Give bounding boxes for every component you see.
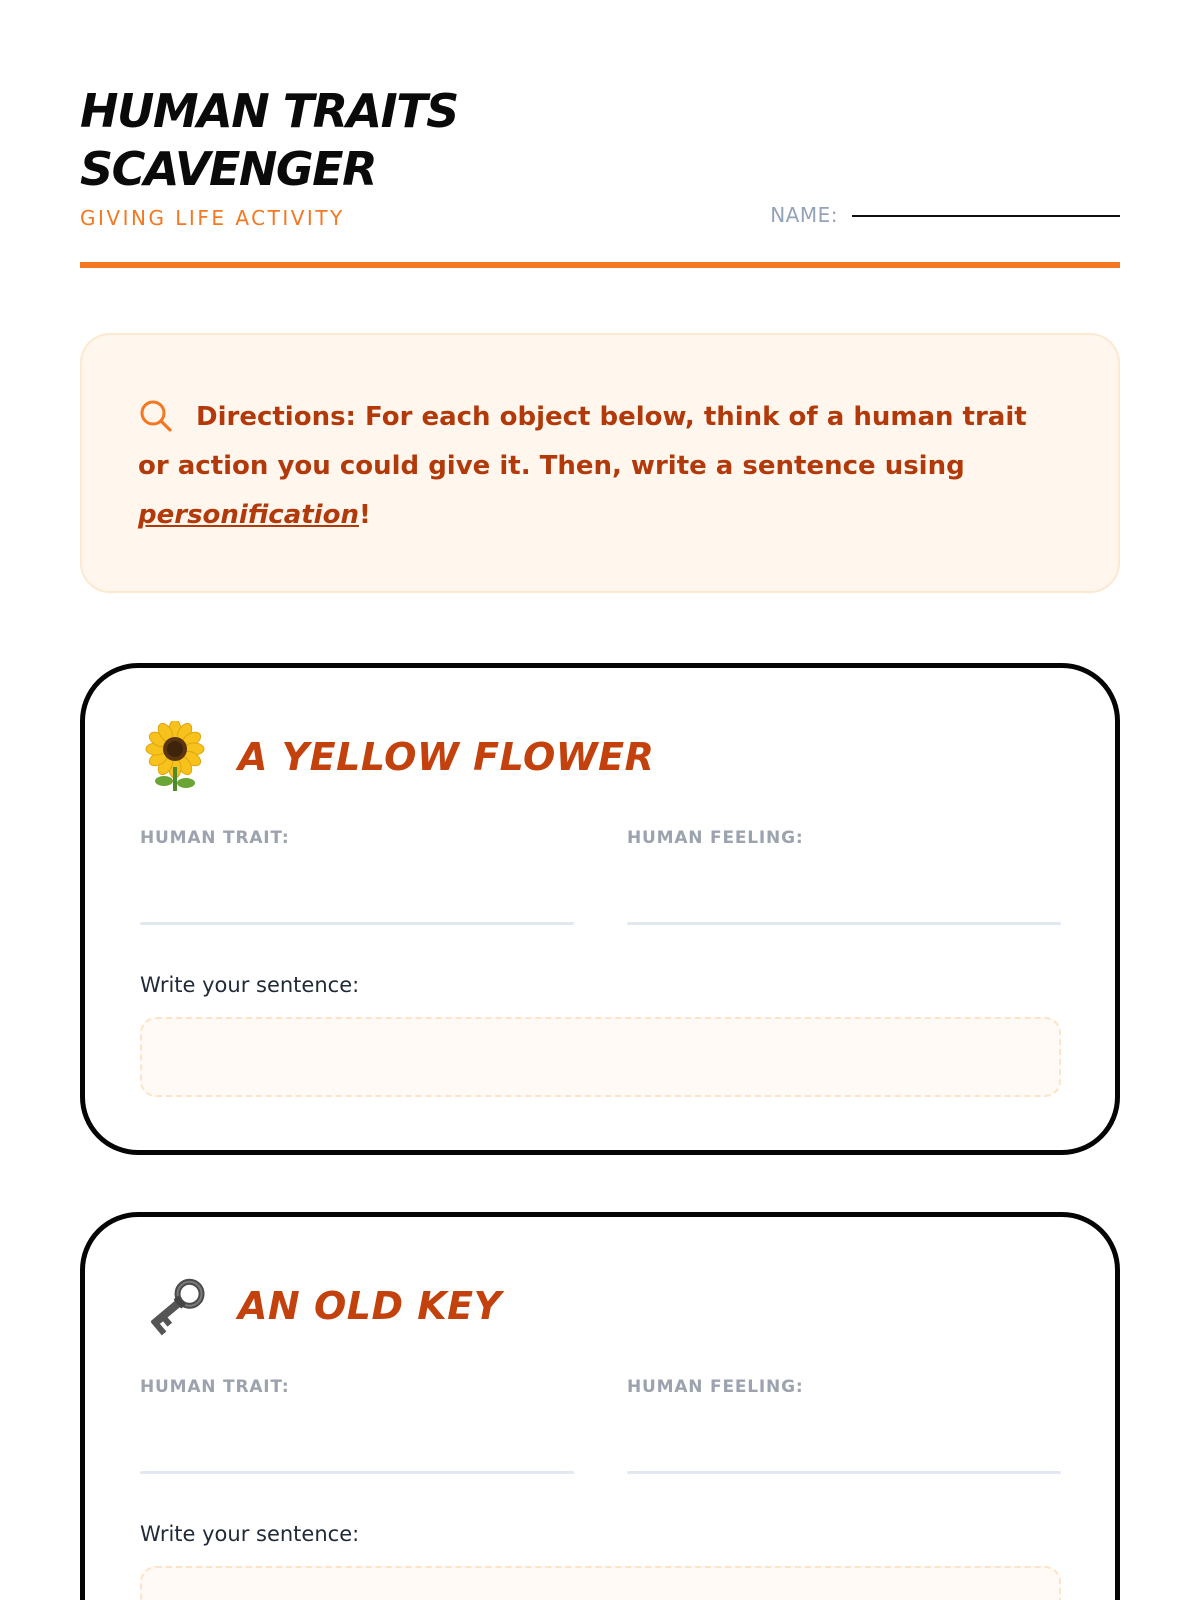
human-trait-label: HUMAN TRAIT: <box>140 828 290 848</box>
page-title: HUMAN TRAITS SCAVENGER <box>80 84 458 196</box>
human-feeling-input-line[interactable] <box>627 1471 1061 1474</box>
directions-box <box>80 333 1120 593</box>
human-feeling-field <box>627 1377 1061 1474</box>
sentence-label: Write your sentence: <box>140 973 360 997</box>
directions-text: Directions: For each object below, think of a human trait or action you could give it. Then, write a sentence using <box>138 402 1027 481</box>
object-card-old-key <box>80 1212 1120 1600</box>
directions-keyword: personification <box>138 500 359 530</box>
page-subtitle: GIVING LIFE ACTIVITY <box>80 206 345 230</box>
human-feeling-label: HUMAN FEELING: <box>627 1377 804 1397</box>
name-label: NAME: <box>770 203 838 227</box>
human-trait-input-line[interactable] <box>140 922 574 925</box>
sentence-input-box[interactable] <box>140 1566 1061 1600</box>
old-key-icon <box>140 1269 210 1343</box>
human-trait-field <box>140 1377 574 1474</box>
sentence-input-box[interactable] <box>140 1017 1061 1097</box>
human-trait-input-line[interactable] <box>140 1471 574 1474</box>
human-feeling-label: HUMAN FEELING: <box>627 828 804 848</box>
object-card-yellow-flower <box>80 663 1120 1155</box>
card-title: AN OLD KEY <box>238 1284 502 1328</box>
human-trait-field <box>140 828 574 925</box>
card-title: A YELLOW FLOWER <box>238 735 655 779</box>
human-feeling-input-line[interactable] <box>627 922 1061 925</box>
name-row <box>770 203 1120 227</box>
sunflower-icon <box>140 720 210 794</box>
card-header <box>140 1269 502 1343</box>
sentence-label: Write your sentence: <box>140 1522 360 1546</box>
search-icon <box>138 398 174 434</box>
card-header <box>140 720 654 794</box>
worksheet-header <box>80 0 1120 268</box>
name-input-line[interactable] <box>852 215 1120 217</box>
directions-exclamation: ! <box>358 500 371 530</box>
human-feeling-field <box>627 828 1061 925</box>
human-trait-label: HUMAN TRAIT: <box>140 1377 290 1397</box>
